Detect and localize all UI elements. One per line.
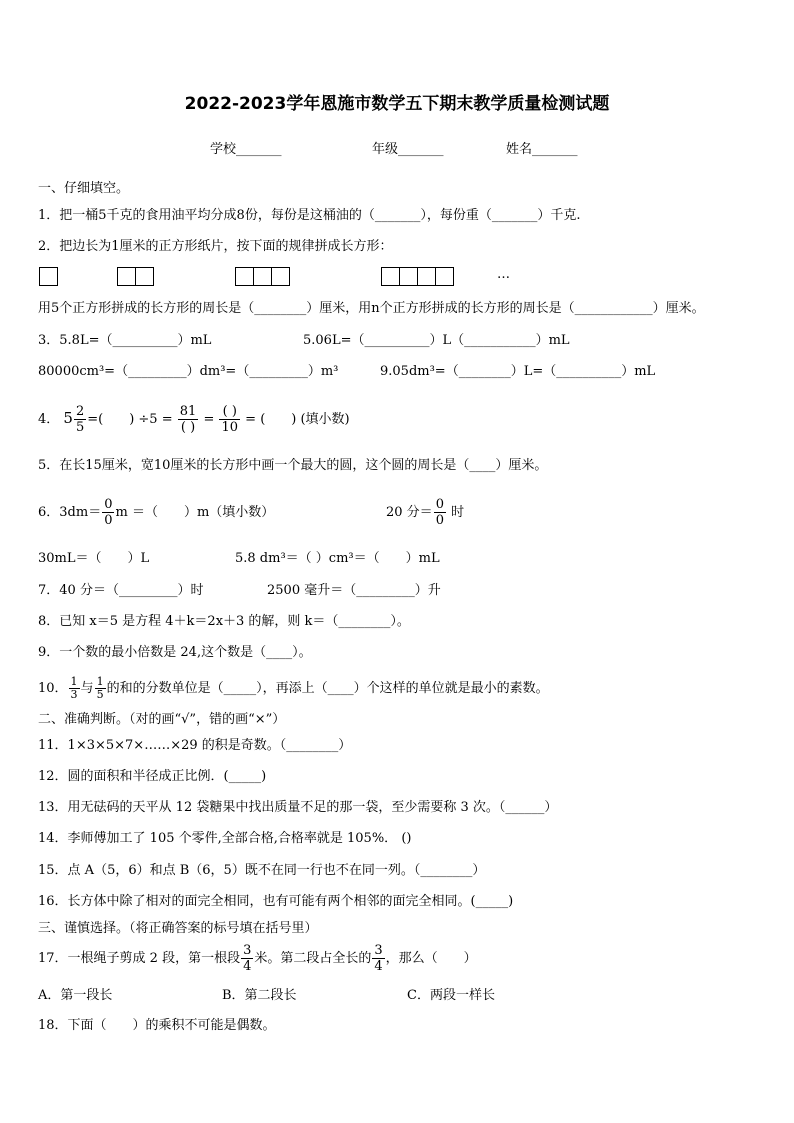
q4-f2-numerator: 81 — [179, 404, 197, 419]
square-group-3 — [235, 267, 289, 286]
q6-b-post: 时 — [451, 505, 465, 520]
q17-option-b: B．第二段长 — [222, 988, 297, 1003]
square — [417, 267, 436, 286]
question-6b — [386, 493, 464, 533]
question-18: 18．下面（ ）的乘积不可能是偶数。 — [38, 1018, 276, 1033]
question-14: 14．李师傅加工了 105 个零件,全部合格,合格率就是 105%． () — [38, 831, 412, 846]
q4-f3-numerator: ( ) — [222, 404, 237, 419]
name-field: 姓名_______ — [506, 142, 578, 157]
school-field: 学校_______ — [210, 142, 282, 157]
square — [39, 267, 58, 286]
square-group-2 — [117, 267, 153, 286]
q6-f2-numerator: 0 — [435, 497, 444, 512]
q17-fraction-2 — [372, 943, 384, 974]
q4-mid: =( ) ÷5 = — [87, 412, 173, 427]
section-3-heading: 三、谨慎选择。（将正确答案的标号填在括号里） — [38, 921, 318, 936]
q6-f1-denominator: 0 — [104, 513, 113, 528]
q10-f1-denominator: 3 — [70, 688, 78, 701]
q17-post: ，那么（ ） — [385, 951, 477, 966]
q6-f2-denominator: 0 — [435, 513, 444, 528]
question-7a: 7．40 分＝（_________）时 — [38, 583, 204, 598]
q6-fraction-1 — [102, 497, 114, 528]
question-3a: 3．5.8L=（__________）mL — [38, 333, 212, 348]
question-3d: 9.05dm³=（________）L=（__________）mL — [380, 364, 656, 379]
question-2: 2．把边长为1厘米的正方形纸片，按下面的规律拼成长方形： — [38, 239, 393, 254]
question-15: 15．点 A（5，6）和点 B（6，5）既不在同一行也不在同一列。（________） — [38, 863, 486, 878]
q17-mid: 米。第二段占全长的 — [254, 951, 372, 966]
question-6c: 30mL＝（ ）L — [38, 551, 150, 566]
q10-and: 与 — [80, 681, 94, 696]
question-10 — [38, 672, 549, 706]
question-5: 5．在长15厘米，宽10厘米的长方形中画一个最大的圆，这个圆的周长是（____）厘米。 — [38, 458, 548, 473]
q17-pre: 17．一根绳子剪成 2 段，第一根段 — [38, 951, 241, 966]
q6-fraction-2 — [434, 497, 446, 528]
question-13: 13．用无砝码的天平从 12 袋糖果中找出质量不足的那一袋，至少需要称 3 次。（______） — [38, 800, 558, 815]
q6-f1-numerator: 0 — [104, 497, 113, 512]
q17-f1-numerator: 3 — [243, 943, 252, 958]
square — [117, 267, 136, 286]
q6-mid: m ＝（ ）m（填小数） — [115, 505, 275, 520]
q6-b-pre: 20 分＝ — [386, 505, 433, 520]
page-title: 2022-2023学年恩施市数学五下期末教学质量检测试题 — [184, 94, 610, 114]
q4-f1-numerator: 2 — [75, 404, 85, 419]
q4-f1-denominator: 5 — [75, 420, 85, 435]
q10-f2-denominator: 5 — [96, 688, 104, 701]
grade-field: 年级_______ — [372, 142, 444, 157]
q17-f2-numerator: 3 — [374, 943, 383, 958]
q10-pre: 10． — [38, 681, 68, 696]
square — [135, 267, 154, 286]
square — [235, 267, 254, 286]
question-4 — [38, 397, 350, 441]
square-group-1 — [39, 267, 57, 286]
question-16: 16．长方体中除了相对的面完全相同，也有可能有两个相邻的面完全相同。(_____) — [38, 894, 514, 909]
question-17 — [38, 940, 477, 978]
q4-eq: = — [203, 412, 215, 427]
continuation-dots: … — [497, 267, 510, 282]
square — [253, 267, 272, 286]
question-6a — [38, 493, 274, 533]
q4-f3-denominator: 10 — [221, 420, 239, 435]
question-11: 11．1×3×5×7×……×29 的积是奇数。（________） — [38, 738, 352, 753]
square — [271, 267, 290, 286]
square — [381, 267, 400, 286]
question-8: 8．已知 x＝5 是方程 4＋k＝2x＋3 的解，则 k＝（________）。 — [38, 614, 410, 629]
q4-fraction-1 — [74, 404, 86, 435]
question-12: 12．圆的面积和半径成正比例．(_____) — [38, 769, 267, 784]
q4-number: 4． — [38, 412, 60, 427]
q17-option-c: C．两段一样长 — [407, 988, 495, 1003]
question-2-perimeter: 用5个正方形拼成的长方形的周长是（________）厘米，用n个正方形拼成的长方形的周长是（____________）厘米。 — [38, 301, 705, 316]
q10-fraction-1 — [69, 676, 80, 701]
square — [435, 267, 454, 286]
q10-fraction-2 — [95, 676, 106, 701]
q4-fraction-2 — [178, 404, 199, 435]
q6-pre: 6．3dm＝ — [38, 505, 102, 520]
question-9: 9．一个数的最小倍数是 24,这个数是（____）。 — [38, 645, 312, 660]
section-1-heading: 一、仔细填空。 — [38, 181, 130, 196]
section-2-heading: 二、准确判断。（对的画“√”，错的画“×”） — [38, 712, 286, 727]
question-3b: 5.06L=（__________）L（___________）mL — [303, 333, 570, 348]
q17-fraction-1 — [241, 943, 253, 974]
q4-f2-denominator: ( ) — [178, 419, 199, 435]
square — [399, 267, 418, 286]
question-6d: 5.8 dm³＝（ ）cm³＝（ ）mL — [235, 551, 440, 566]
q4-tail: = ( ) (填小数) — [245, 412, 350, 427]
question-3c: 80000cm³=（_________）dm³=（_________）m³ — [38, 364, 339, 379]
q17-f1-denominator: 4 — [243, 959, 252, 974]
q10-post: 的和的分数单位是（_____），再添上（____）个这样的单位就是最小的素数。 — [106, 681, 549, 696]
square-group-4 — [381, 267, 453, 286]
q10-f2-numerator: 1 — [96, 675, 104, 688]
q10-f1-numerator: 1 — [70, 675, 78, 688]
q17-option-a: A．第一段长 — [38, 988, 113, 1003]
q17-f2-denominator: 4 — [374, 959, 383, 974]
question-7b: 2500 毫升＝（_________）升 — [267, 583, 441, 598]
question-1: 1．把一桶5千克的食用油平均分成8份，每份是这桶油的（_______），每份重（_______）千克. — [38, 208, 581, 223]
q4-whole: 5 — [63, 409, 73, 427]
q4-fraction-3 — [219, 404, 240, 435]
